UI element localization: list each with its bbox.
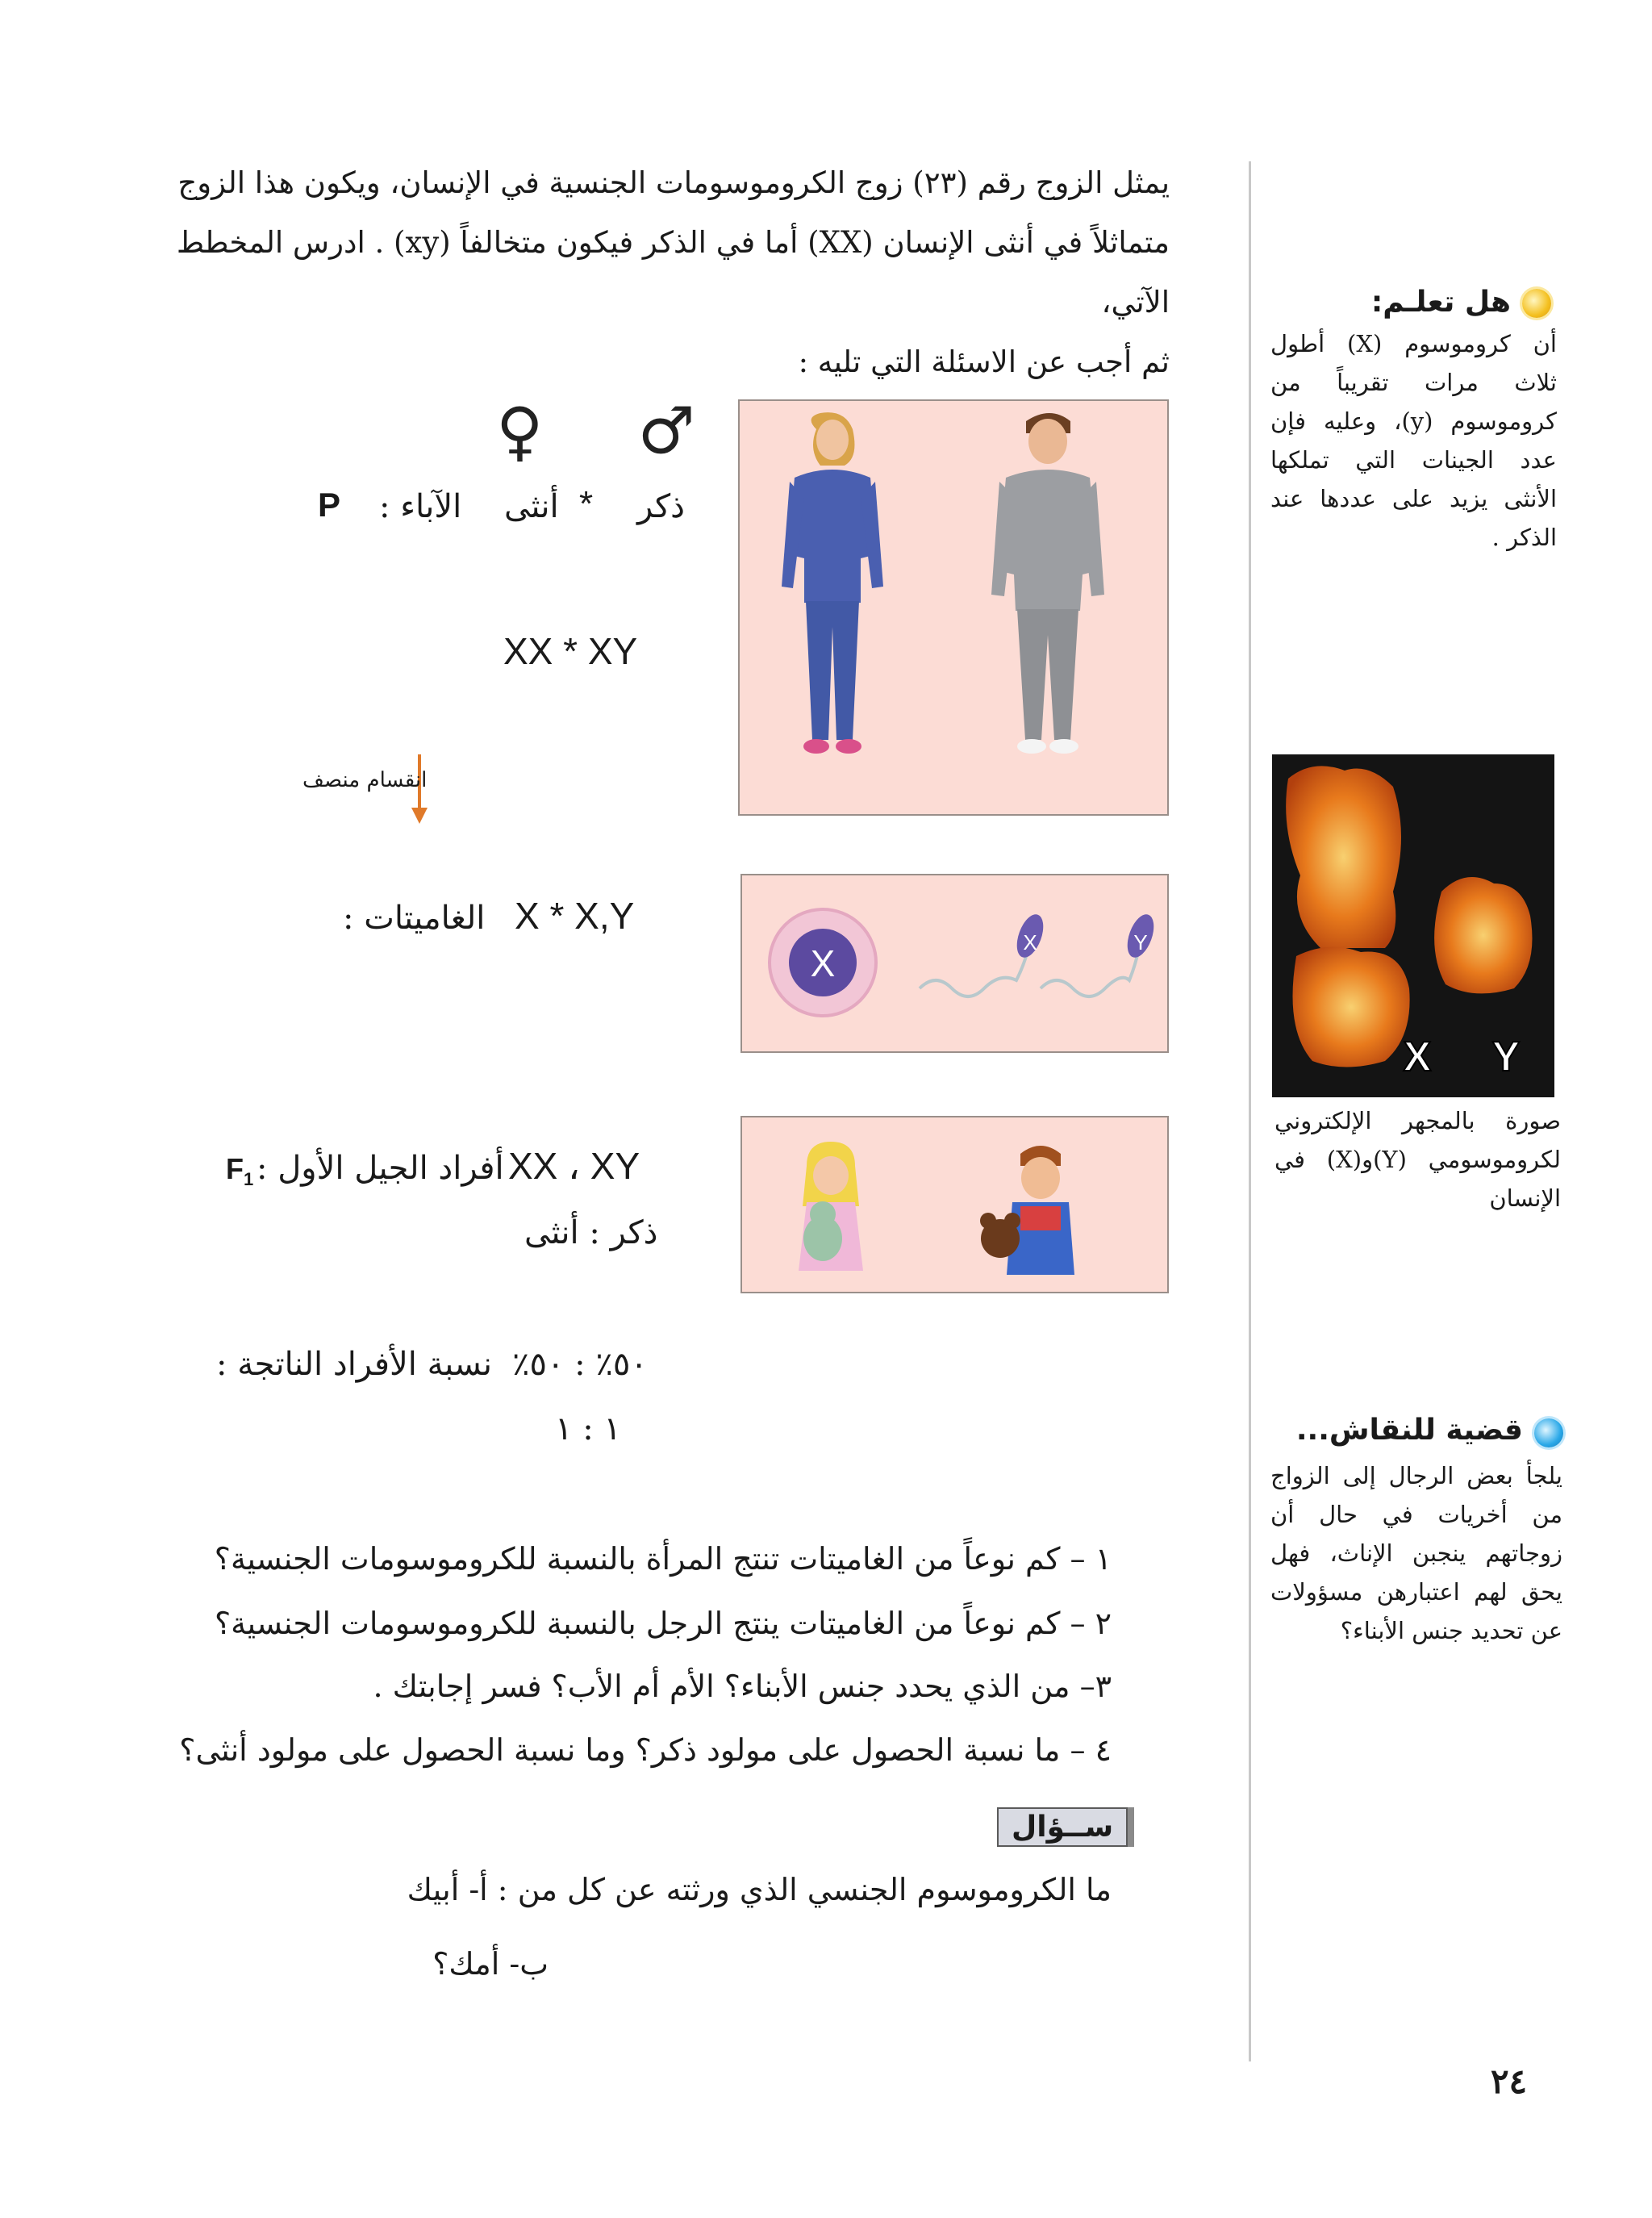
question-2: ٢ – كم نوعاً من الغاميتات ينتج الرجل بالنسبة للكروموسومات الجنسية؟ xyxy=(214,1606,1112,1641)
intro-line-3: ثم أجب عن الاسئلة التي تليه : xyxy=(798,345,1170,379)
gametes-label: : الغاميتات xyxy=(343,900,486,937)
question-4: ٤ – ما نسبة الحصول على مولود ذكر؟ وما نسبة الحصول على مولود أنثى؟ xyxy=(179,1732,1112,1768)
question-badge: ســؤال xyxy=(997,1807,1128,1847)
sperm-y-letter: Y xyxy=(1133,930,1148,954)
page-number: ٢٤ xyxy=(1491,2061,1528,2101)
chromosome-image xyxy=(1272,754,1554,1097)
question-box-line-2: ب- أمك؟ xyxy=(432,1946,549,1982)
f1-code: $F_1$ xyxy=(226,1152,254,1190)
column-divider xyxy=(1249,161,1251,2061)
discussion-text: يلجأ بعض الرجال إلى الزواج من أخريات في حال أن زوجاتهم ينجبن الإناث، فهل يحق لهم اعتبارهن مسؤولات عن تحديد جنس الأبناء؟ xyxy=(1270,1462,1562,1644)
parents-code: P xyxy=(318,486,341,524)
question-box-line-1: ما الكروموسوم الجنسي الذي ورثته عن كل من : أ- أبيك xyxy=(407,1872,1112,1907)
gametes-illustration xyxy=(740,874,1169,1053)
girl-figure xyxy=(799,1142,863,1271)
male-symbol: ♂ xyxy=(637,394,695,469)
ratio-simple: ١ : ١ xyxy=(555,1410,621,1447)
intro-paragraph xyxy=(153,153,1170,392)
intro-line-2: متماثلاً في أنثى الإنسان (XX) أما في الذكر فيكون متخالفاً (xy) . ادرس المخطط الآتي، xyxy=(176,225,1170,320)
children-figures xyxy=(742,1117,1167,1292)
egg-letter: X xyxy=(810,942,836,984)
egg-cell xyxy=(770,909,876,1016)
f1-label: : أفراد الجيل الأول xyxy=(257,1150,504,1187)
gamete-cells xyxy=(742,875,1167,1051)
did-you-know-text: أن كروموسوم (X) أطول ثلاث مرات تقريباً من كروموسوم (y)، وعليه فإن عدد الجينات التي تملكها الأنثى يزيد على عددها عند الذكر . xyxy=(1270,330,1557,551)
micrograph-caption: صورة بالمجهر الإلكتروني لكروموسومي (Y)و(X) في الإنسان xyxy=(1274,1107,1561,1212)
male-word: ذكر xyxy=(637,488,685,525)
chromosome-micrograph xyxy=(1272,754,1554,1097)
question-3: ٣– من الذي يحدد جنس الأبناء؟ الأم أم الأب؟ فسر إجابتك . xyxy=(373,1669,1112,1704)
f1-sexes: ذكر : أنثى xyxy=(524,1214,658,1251)
micrograph-label-y: Y xyxy=(1491,1034,1521,1080)
intro-line-1: يمثل الزوج رقم (٢٣) زوج الكروموسومات الجنسية في الإنسان، ويكون هذا الزوج xyxy=(177,165,1170,200)
parents-label: : الآباء xyxy=(379,488,462,525)
sperm-x-letter: X xyxy=(1023,930,1037,954)
female-word: أنثى xyxy=(504,488,559,525)
meiosis-label: انقسام منصف xyxy=(302,768,428,792)
question-1: ١ – كم نوعاً من الغاميتات تنتج المرأة بالنسبة للكروموسومات الجنسية؟ xyxy=(214,1541,1112,1577)
did-you-know-bullet-icon xyxy=(1522,289,1551,318)
sperm-y xyxy=(1041,911,1159,996)
f1-values: XX ، XY xyxy=(508,1145,640,1187)
parents-illustration xyxy=(738,399,1169,816)
parents-figures xyxy=(740,401,1167,814)
woman-figure xyxy=(782,412,883,754)
ratio-percent: ٥٠٪ : ٥٠٪ xyxy=(512,1346,648,1383)
female-symbol: ♀ xyxy=(496,394,544,469)
micrograph-label-x: X xyxy=(1403,1034,1432,1080)
sperm-x xyxy=(920,911,1049,996)
boy-figure xyxy=(980,1146,1074,1275)
cross-star: * xyxy=(579,484,594,524)
parents-genotype: XX * XY xyxy=(503,630,638,672)
discussion-title: قضية للنقاش... xyxy=(1295,1414,1523,1447)
man-figure xyxy=(991,413,1104,754)
gametes-values: X * X,Y xyxy=(515,895,635,937)
did-you-know-title: هل تعلـم: xyxy=(1370,286,1511,319)
children-illustration xyxy=(740,1116,1169,1293)
ratio-label: : نسبة الأفراد الناتجة xyxy=(216,1346,492,1383)
discussion-bullet-icon xyxy=(1534,1418,1563,1447)
